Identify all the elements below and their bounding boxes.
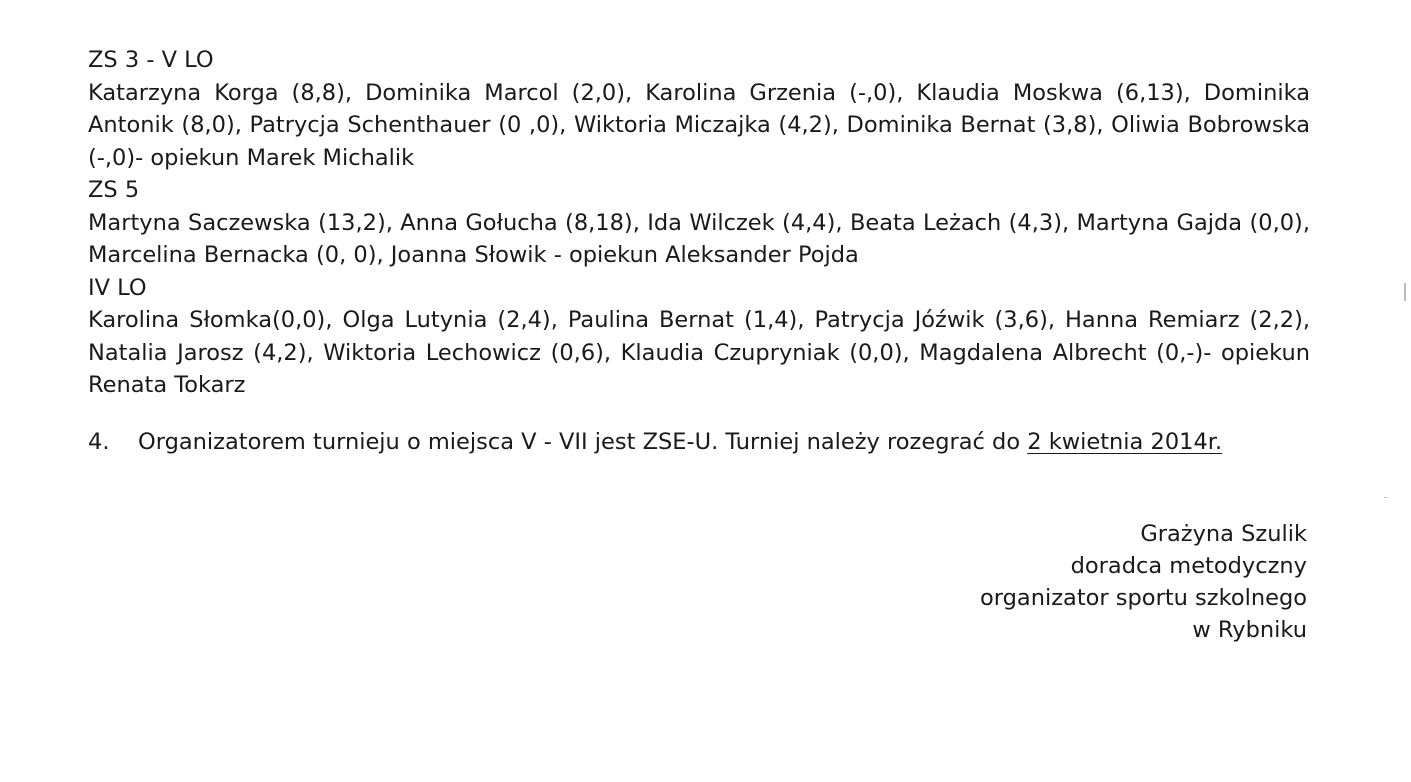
team-rosters <box>88 44 1310 402</box>
team-name: IV LO <box>88 274 147 301</box>
scan-artifact-mark <box>1384 497 1387 498</box>
team-players: Katarzyna Korga (8,8), Dominika Marcol (2,0), Karolina Grzenia (-,0), Klaudia Moskwa (6,13), Dominika Antonik (8,0), Patrycja Schenthauer (0 ,0), Wiktoria Miczajka (4,2), Dominika Bernat (3,8), Oliwia Bobrowska (-,0)- opiekun Marek Michalik <box>88 79 1310 171</box>
team-players: Karolina Słomka(0,0), Olga Lutynia (2,4), Paulina Bernat (1,4), Patrycja Jóźwik (3,6), Hanna Remiarz (2,2), Natalia Jarosz (4,2), Wiktoria Lechowicz (0,6), Klaudia Czupryniak (0,0), Magdalena Albrecht (0,-)- opiekun Renata Tokarz <box>88 307 1310 398</box>
team-name: ZS 3 - V LO <box>88 47 214 73</box>
team-players: Martyna Saczewska (13,2), Anna Gołucha (8,18), Ida Wilczek (4,4), Beata Leżach (4,3), Martyna Gajda (0,0), Marcelina Bernacka (0, 0), Joanna Słowik - opiekun Aleksander Pojda <box>88 209 1310 268</box>
signature-block <box>980 518 1307 646</box>
item-number: 4. <box>88 429 110 455</box>
item-text-body: Organizatorem turnieju o miejsca V - VII jest ZSE-U. Turniej należy rozegrać do <box>138 429 1028 455</box>
signature-name: Grażyna Szulik <box>1140 521 1307 547</box>
scan-artifact-mark <box>1404 283 1406 301</box>
item-text <box>138 426 1268 458</box>
team-name: ZS 5 <box>88 177 140 203</box>
signature-title: organizator sportu szkolnego <box>980 585 1307 611</box>
numbered-item-4 <box>88 426 1268 458</box>
signature-location: w Rybniku <box>1192 617 1307 643</box>
item-deadline: 2 kwietnia 2014r. <box>1027 429 1223 455</box>
signature-role: doradca metodyczny <box>1070 553 1307 579</box>
